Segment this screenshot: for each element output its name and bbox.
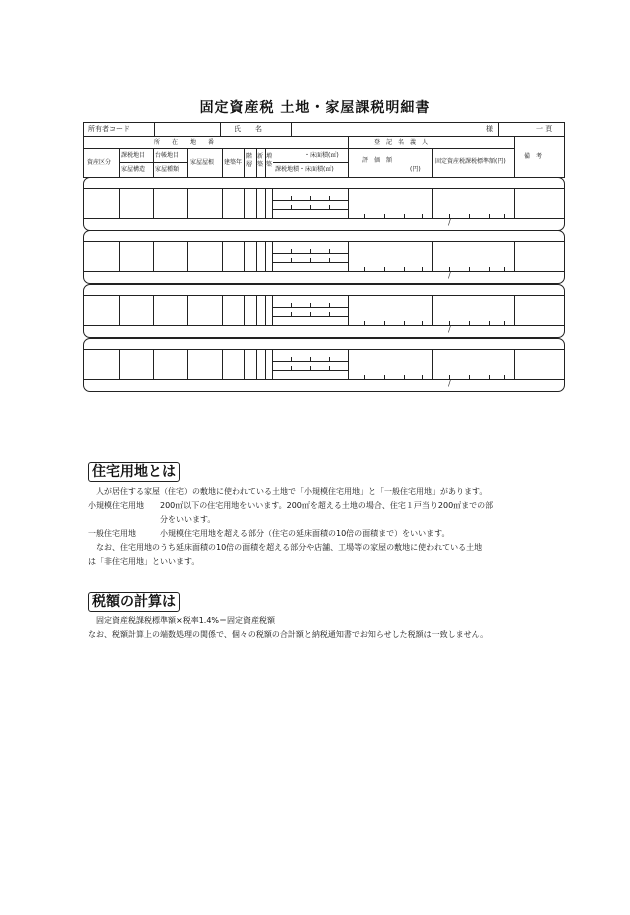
document-title: 固定資産税 土地・家屋課税明細書 [199,100,431,116]
build-year-header: 建築年 [224,159,243,166]
section-heading-residential-land: 住宅用地とは [88,462,180,482]
registered-name-header: 登 記 名 義 人 [374,139,429,146]
record-slash: / [448,218,451,227]
section-heading-tax-calculation: 税額の計算は [88,592,180,612]
honorific: 様 [486,125,493,133]
paragraph-line: なお、税額計算上の端数処理の関係で、個々の税額の合計額と納税通知書でお知らせした税額は一致しません。 [88,630,489,639]
paragraph-line: 固定資産税課税標準額×税率1.4%＝固定資産税額 [88,616,276,625]
paragraph-line: 人が居住する家屋（住宅）の敷地に使われている土地で「小規模住宅用地」と「一般住宅用地」があります。 [88,487,488,496]
name-label: 氏 名 [234,125,262,133]
yen-label: (円) [410,166,421,173]
paragraph-line: なお、住宅用地のうち延床面積の10倍の面積を超える部分や店舗、工場等の家屋の敷地に使われている土地 [88,543,483,552]
roof-header: 家屋屋根 [190,159,215,166]
asset-type-header: 資産区分 [87,159,112,166]
house-structure-header: 家屋構造 [121,166,146,173]
owner-bar [83,122,565,137]
record-slash: / [448,325,451,334]
extension-header: 増築 [266,153,273,168]
paragraph-line: 分をいいます。 [88,515,216,524]
new-build-header: 新築 [257,153,264,168]
house-type-header: 家屋種類 [155,166,180,173]
paragraph-line: は「非住宅用地」といいます。 [88,557,200,566]
section-residential-land-body [88,485,568,569]
record-block [83,177,565,231]
table-header [83,136,565,178]
owner-code-label: 所有者コード [88,125,130,133]
page-label: 一 頁 [536,125,553,133]
record-slash: / [448,271,451,280]
record-slash: / [448,379,451,388]
record-block [83,284,565,338]
taxable-area-header: 課税地積・床面積(㎡) [275,166,334,173]
register-land-category-header: 台帳地目 [155,152,180,159]
valuation-header: 評 価 額 [362,157,393,164]
paragraph-line: 一般住宅用地 小規模住宅用地を超える部分（住宅の延床面積の10倍の面積まで）をいいます。 [88,529,450,538]
floor-area-header: ・床面積(㎡) [304,152,339,159]
tax-base-header: 固定資産税課税標準額(円) [435,158,506,165]
floors-header: 階層 [246,153,253,168]
tax-land-category-header: 課税地目 [121,152,146,159]
remarks-header: 備 考 [524,153,543,160]
location-header: 所 在 地 番 [154,139,215,146]
record-block [83,230,565,284]
section-tax-calculation-body [88,614,568,642]
paragraph-line: 小規模住宅用地 200㎡以下の住宅用地をいいます。200㎡を超える土地の場合、住宅１戸当り200㎡までの部 [88,501,494,510]
record-block [83,338,565,392]
